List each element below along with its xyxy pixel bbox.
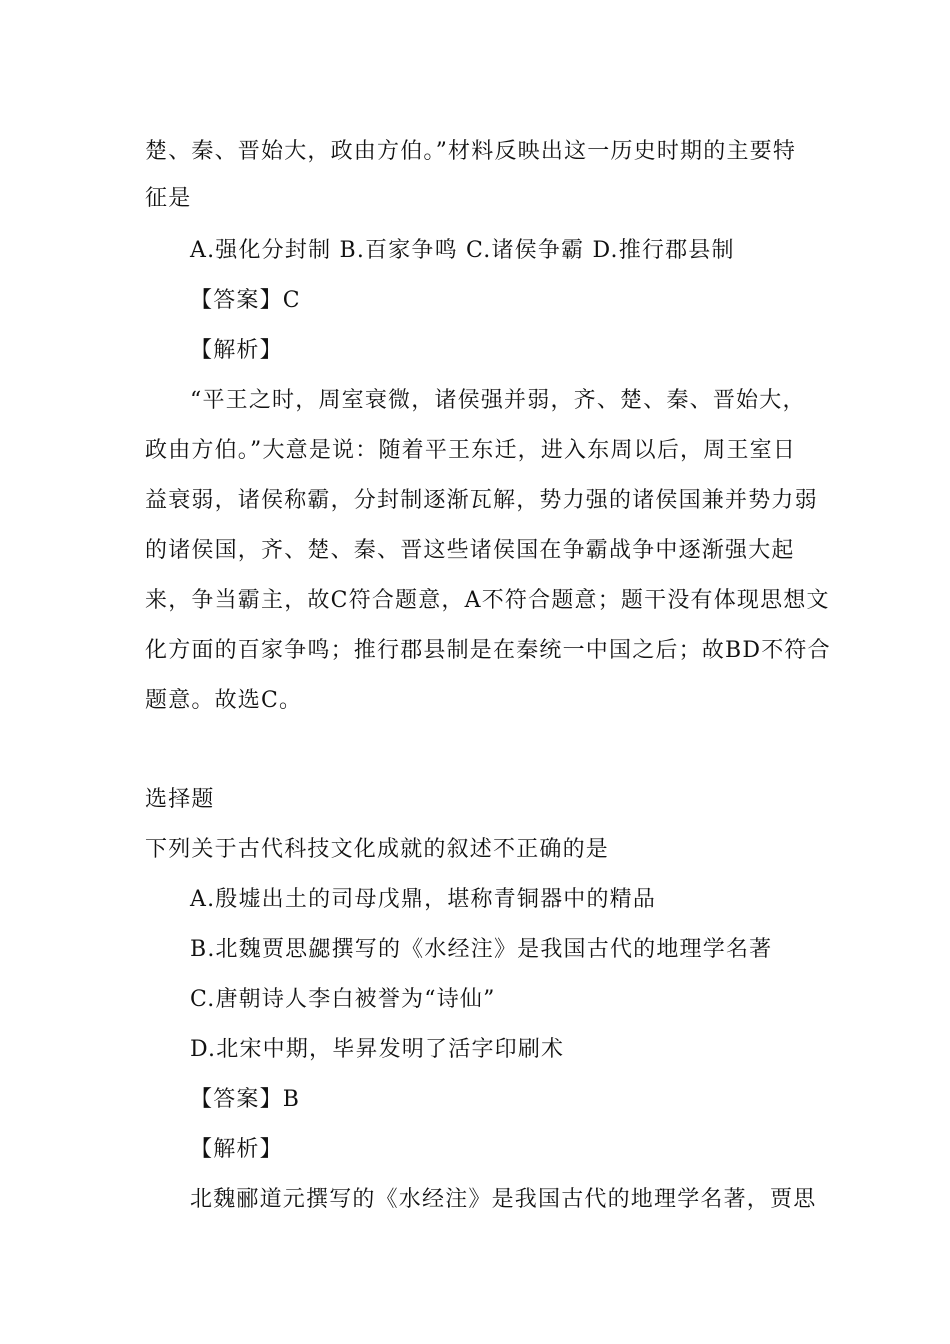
q2-option-c: C.唐朝诗人李白被誉为“诗仙” <box>190 987 496 1012</box>
q2-analysis-label: 【解析】 <box>190 1137 283 1162</box>
q1-stem-line-2: 征是 <box>145 186 192 211</box>
q1-analysis-line-6: 化方面的百家争鸣；推行郡县制是在秦统一中国之后；故BD不符合 <box>145 638 831 663</box>
q1-answer: 【答案】C <box>190 288 301 313</box>
q2-type: 选择题 <box>145 787 215 812</box>
q1-analysis-line-7: 题意。故选C。 <box>145 688 303 713</box>
q2-option-d: D.北宋中期，毕昇发明了活字印刷术 <box>190 1037 565 1062</box>
q2-analysis-line-1: 北魏郦道元撰写的《水经注》是我国古代的地理学名著，贾思 <box>190 1187 817 1212</box>
q1-analysis-line-5: 来，争当霸主，故C符合题意，A不符合题意；题干没有体现思想文 <box>145 588 830 613</box>
q1-analysis-line-4: 的诸侯国，齐、楚、秦、晋这些诸侯国在争霸战争中逐渐强大起 <box>145 538 795 563</box>
q1-analysis-line-2: 政由方伯。”大意是说：随着平王东迁，进入东周以后，周王室日 <box>145 438 797 463</box>
q2-option-a: A.殷墟出土的司母戊鼎，堪称青铜器中的精品 <box>190 887 657 912</box>
q2-stem: 下列关于古代科技文化成就的叙述不正确的是 <box>145 837 610 862</box>
q1-analysis-line-3: 益衰弱，诸侯称霸，分封制逐渐瓦解，势力强的诸侯国兼并势力弱 <box>145 488 818 513</box>
q1-stem-line-1: 楚、秦、晋始大，政由方伯。”材料反映出这一历史时期的主要特 <box>145 139 797 164</box>
q1-analysis-line-1: “平王之时，周室衰微，诸侯强并弱，齐、楚、秦、晋始大， <box>190 388 806 413</box>
q2-option-b: B.北魏贾思勰撰写的《水经注》是我国古代的地理学名著 <box>190 937 773 962</box>
q2-answer: 【答案】B <box>190 1087 301 1112</box>
q1-options: A.强化分封制 B.百家争鸣 C.诸侯争霸 D.推行郡县制 <box>190 238 735 263</box>
q1-analysis-label: 【解析】 <box>190 338 283 363</box>
